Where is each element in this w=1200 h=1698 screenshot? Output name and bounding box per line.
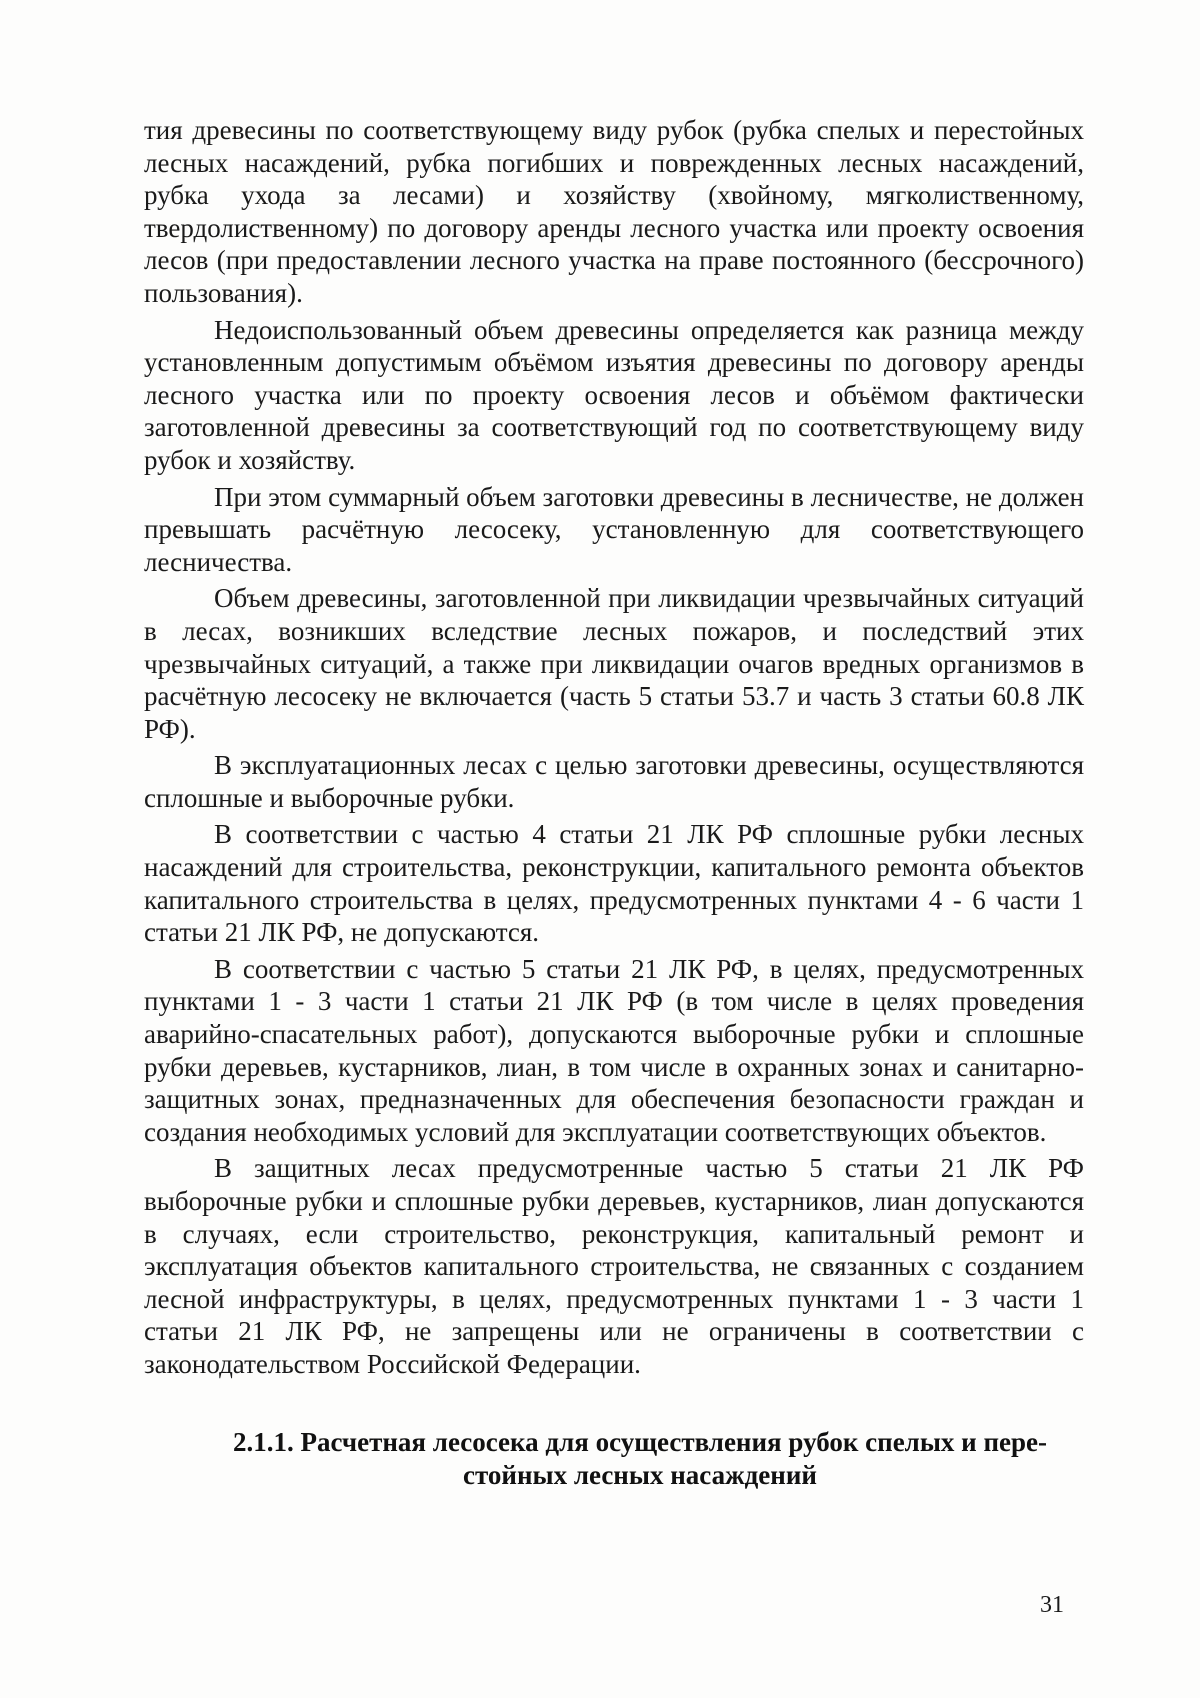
paragraph: В эксплуатационных лесах с целью заготовки древесины, осуществляются сплошные и выборочные рубки. bbox=[144, 750, 1084, 813]
paragraph: При этом суммарный объем заготовки древесины в лесничестве, не должен превышать расчётную лесосеку, установленную для соответствующего лесничества. bbox=[144, 481, 1084, 577]
section-heading-line-1: 2.1.1. Расчетная лесосека для осуществления рубок спелых и пере- bbox=[232, 1427, 1048, 1457]
section-heading-line-2: стойных лесных насаждений bbox=[463, 1460, 817, 1490]
paragraph: Объем древесины, заготовленной при ликвидации чрезвычайных ситуаций в лесах, возникших вследствие лесных пожаров, и последствий этих чрезвычайных ситуаций, а также при ликвидации очагов вредных организмов в расчётную лесосеку не включается (часть 5 статьи 53.7 и часть 3 статьи 60.8 ЛК РФ). bbox=[144, 583, 1084, 744]
page-number: 31 bbox=[1040, 1592, 1064, 1618]
body-text bbox=[144, 114, 1084, 1385]
paragraph: Недоиспользованный объем древесины определяется как разница между установленным допустимым объёмом изъятия древесины по договору аренды лесного участка или по проекту освоения лесов и объёмом фактически заготовленной древесины за соответствующий год по соответствующему виду рубок и хозяйству. bbox=[144, 314, 1084, 475]
paragraph: В защитных лесах предусмотренные частью 5 статьи 21 ЛК РФ выборочные рубки и сплошные рубки деревьев, кустарников, лиан допускаются в случаях, если строительство, реконструкция, капитальный ремонт и эксплуатация объектов капитального строительства, не связанных с созданием лесной инфраструктуры, в целях, предусмотренных пунктами 1 - 3 части 1 статьи 21 ЛК РФ, не запрещены или не ограничены в соответствии с законодательством Российской Федерации. bbox=[144, 1153, 1084, 1379]
paragraph-continuation: тия древесины по соответствующему виду рубок (рубка спелых и перестойных лесных насаждений, рубка погибших и поврежденных лесных насаждений, рубка ухода за лесами) и хозяйству (хвойному, мягколиственному, твердолиственному) по договору аренды лесного участка или проекту освоения лесов (при предоставлении лесного участка на праве постоянного (бессрочного) пользования). bbox=[144, 115, 1084, 308]
paragraph: В соответствии с частью 5 статьи 21 ЛК РФ, в целях, предусмотренных пунктами 1 - 3 части 1 статьи 21 ЛК РФ (в том числе в целях проведения аварийно-спасательных работ), допускаются выборочные рубки и сплошные рубки деревьев, кустарников, лиан, в том числе в охранных зонах и санитарно-защитных зонах, предназначенных для обеспечения безопасности граждан и создания необходимых условий для эксплуатации соответствующих объектов. bbox=[144, 953, 1084, 1147]
section-heading bbox=[200, 1426, 1080, 1492]
paragraph: В соответствии с частью 4 статьи 21 ЛК РФ сплошные рубки лесных насаждений для строительства, реконструкции, капитального ремонта объектов капитального строительства в целях, предусмотренных пунктами 4 - 6 части 1 статьи 21 ЛК РФ, не допускаются. bbox=[144, 819, 1084, 948]
